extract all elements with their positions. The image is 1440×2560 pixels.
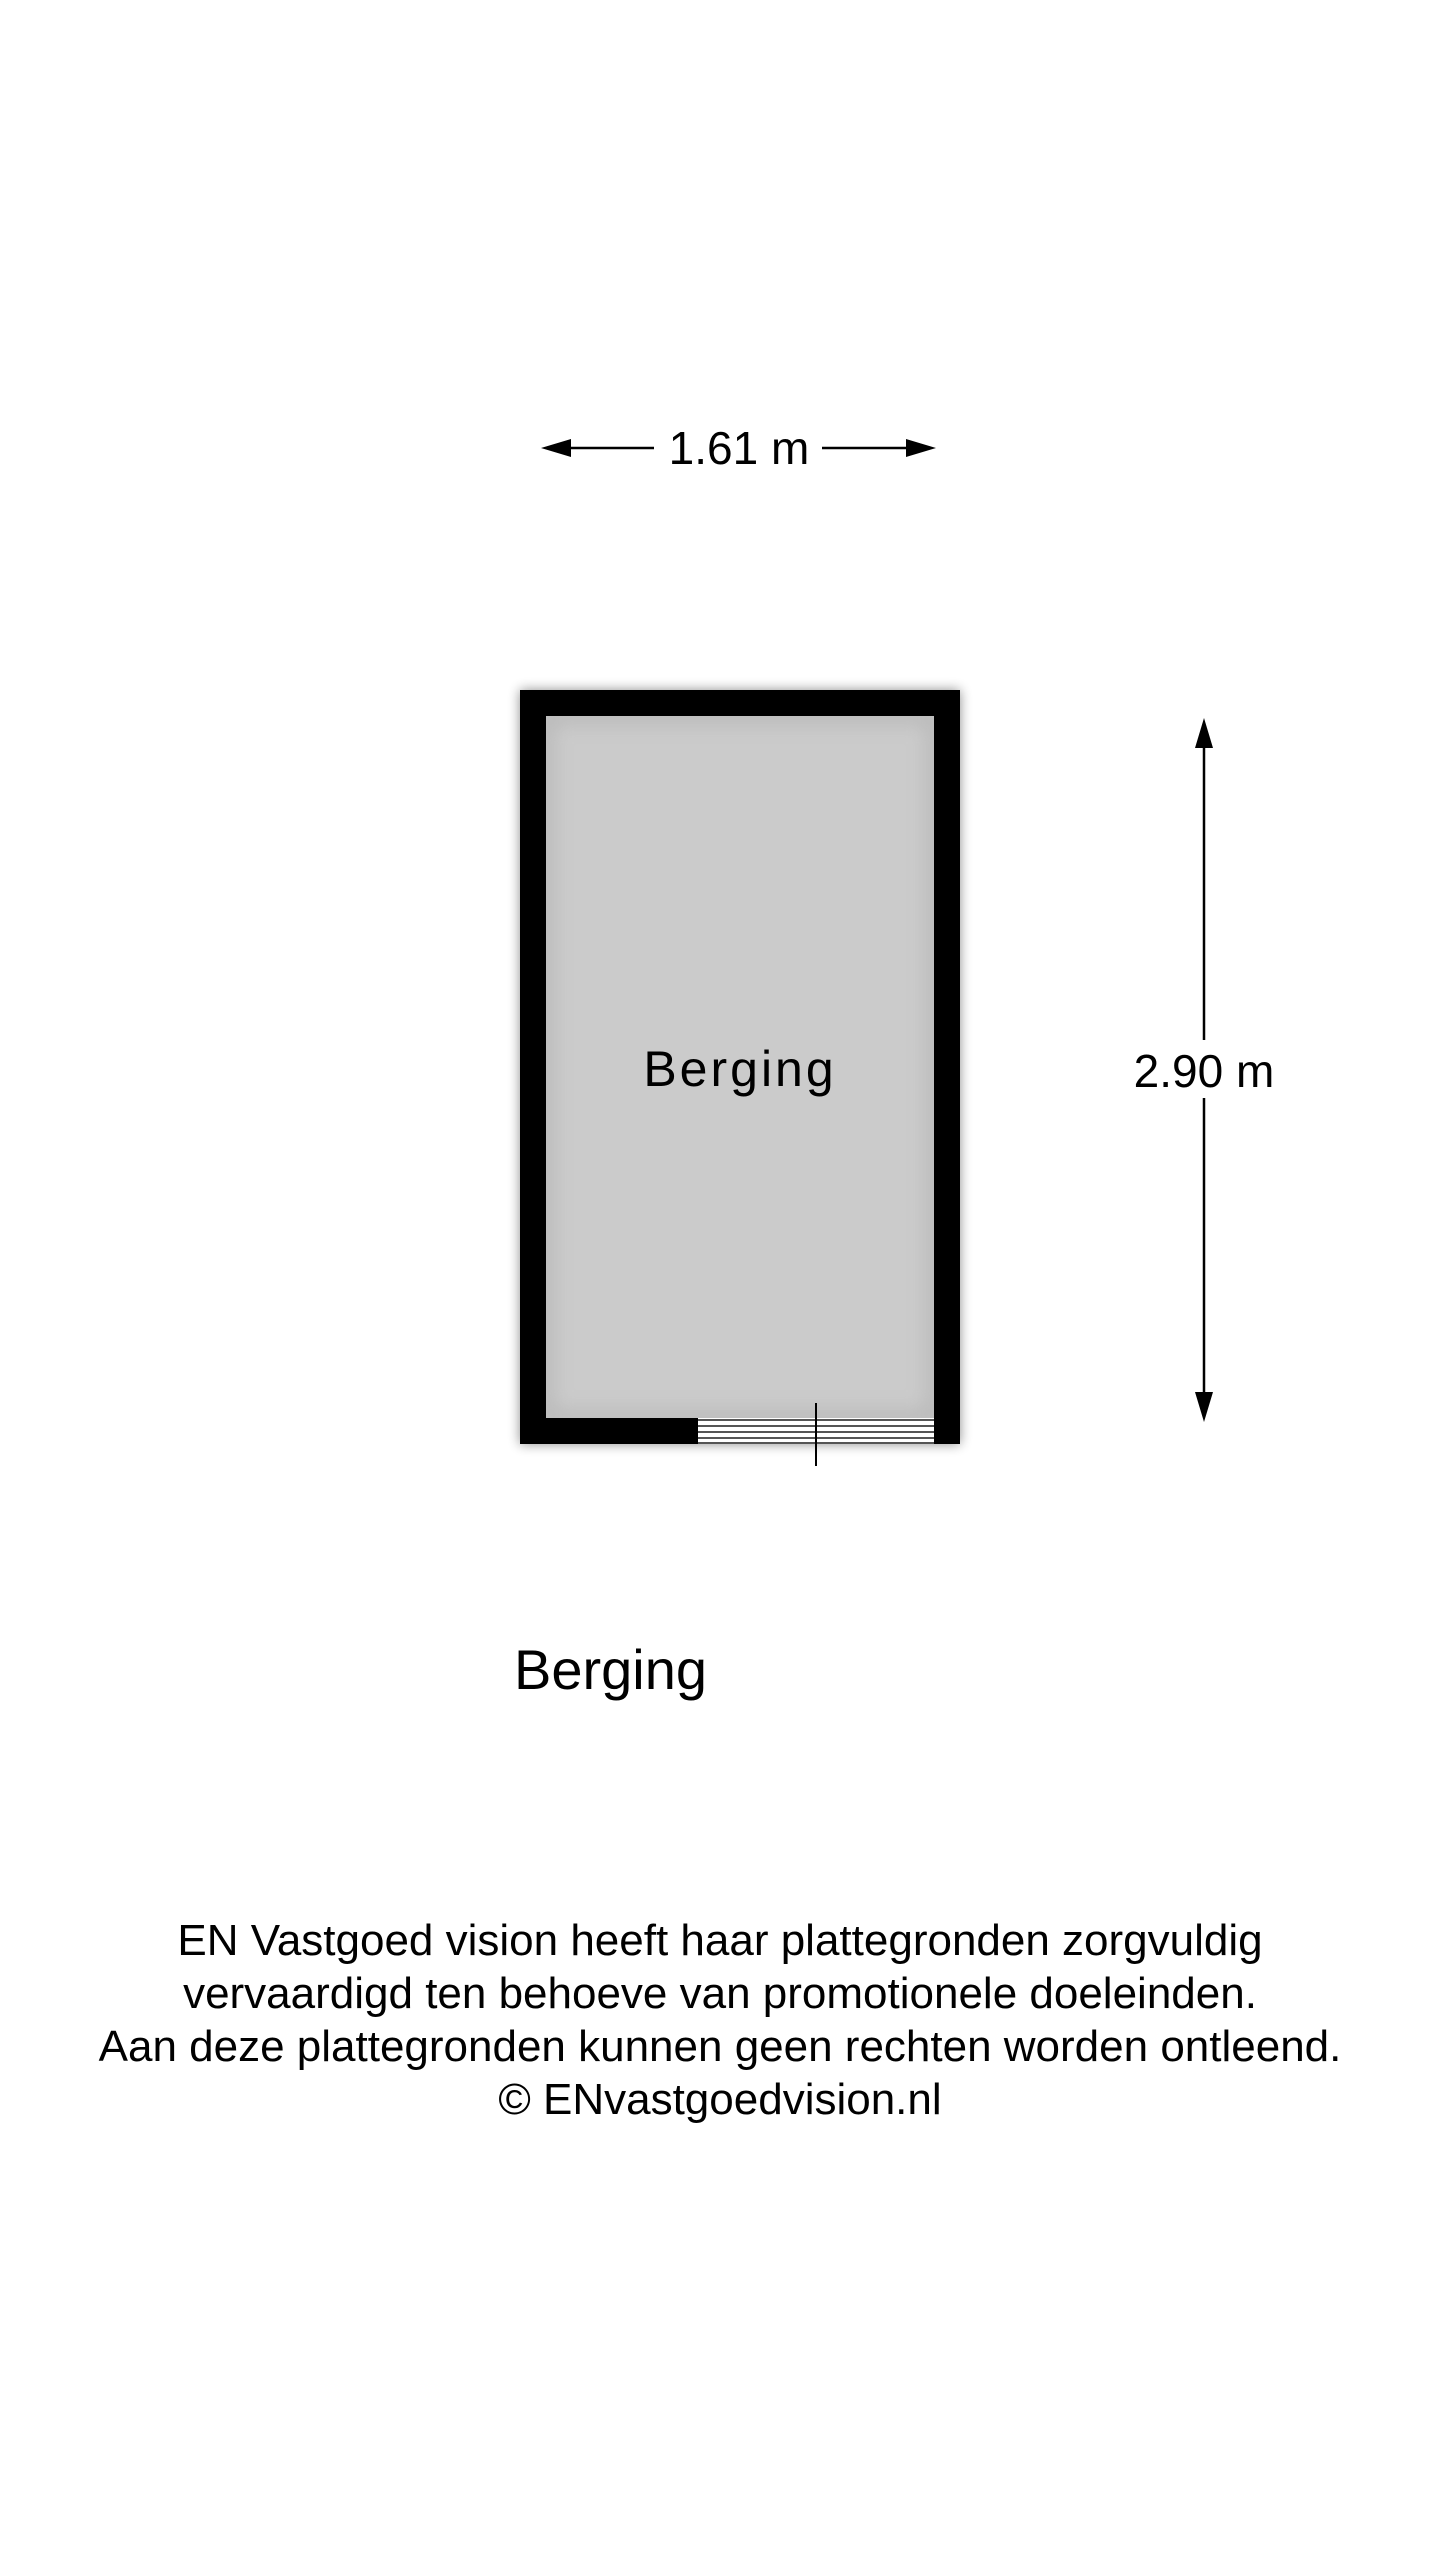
height-dimension xyxy=(1134,718,1275,1422)
width-arrow-right xyxy=(906,439,936,457)
disclaimer-line: Aan deze plattegronden kunnen geen rechten worden ontleend. xyxy=(98,2022,1342,2071)
copyright-line: © ENvastgoedvision.nl xyxy=(498,2075,942,2124)
width-arrow-left xyxy=(541,439,571,457)
disclaimer-line: vervaardigd ten behoeve van promotionele doeleinden. xyxy=(183,1969,1257,2018)
plan-caption: Berging xyxy=(514,1638,708,1701)
width-label: 1.61 m xyxy=(668,422,810,474)
height-arrow-bottom xyxy=(1195,1392,1213,1422)
disclaimer xyxy=(0,1914,1440,2126)
width-dimension xyxy=(541,422,936,474)
room-label: Berging xyxy=(643,1041,837,1097)
disclaimer-line: EN Vastgoed vision heeft haar plattegronden zorgvuldig xyxy=(177,1916,1263,1965)
height-label: 2.90 m xyxy=(1133,1045,1275,1097)
height-arrow-top xyxy=(1195,718,1213,748)
